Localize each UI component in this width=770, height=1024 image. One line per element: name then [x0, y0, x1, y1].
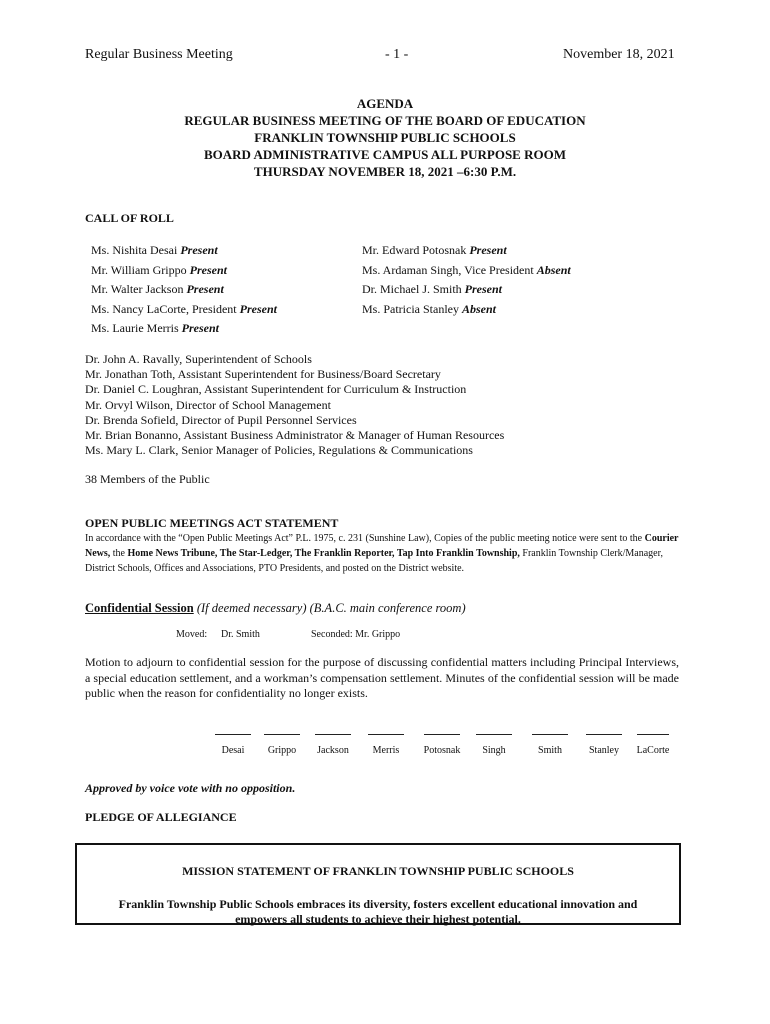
staff-entry: Mr. Jonathan Toth, Assistant Superintendent for Business/Board Secretary: [85, 367, 441, 382]
pledge-heading: PLEDGE OF ALLEGIANCE: [85, 810, 237, 824]
roll-entry: Ms. Ardaman Singh, Vice President Absent: [362, 262, 571, 277]
title-line: REGULAR BUSINESS MEETING OF THE BOARD OF EDUCATION: [184, 113, 586, 128]
vote-column: Singh: [474, 734, 514, 756]
roll-entry: Mr. Walter Jackson Present: [91, 282, 224, 296]
vote-column: LaCorte: [631, 734, 675, 756]
roll-call-left: [91, 241, 277, 339]
mission-statement-box: [75, 843, 681, 925]
public-count: 38 Members of the Public: [85, 472, 210, 486]
mission-title: MISSION STATEMENT OF FRANKLIN TOWNSHIP PUBLIC SCHOOLS: [182, 864, 574, 878]
roll-entry: Mr. Edward Potosnak Present: [362, 243, 507, 257]
vote-column: Smith: [530, 734, 570, 756]
staff-entry: Dr. John A. Ravally, Superintendent of Schools: [85, 352, 312, 366]
mission-body: Franklin Township Public Schools embraces its diversity, fosters excellent educational innovation and empowers all students to achieve their highest potential.: [118, 897, 638, 926]
vote-column: Jackson: [312, 734, 354, 756]
opma-heading: OPEN PUBLIC MEETINGS ACT STATEMENT: [85, 516, 339, 530]
roll-call-right: [362, 241, 571, 319]
vote-column: Grippo: [263, 734, 301, 756]
opma-statement: In accordance with the “Open Public Meetings Act” P.L. 1975, c. 231 (Sunshine Law), Copies of the public meeting notice were sent to the Courier News, the Home News Tribune, The Star-Ledger, The Franklin Reporter, Tap Into Franklin Township, Franklin Township Clerk/Manager, District Schools, Offices and Associations, PTO Presidents, and posted on the District website.: [85, 533, 679, 574]
title-line: THURSDAY NOVEMBER 18, 2021 –6:30 P.M.: [253, 164, 517, 179]
staff-entry: Mr. Orvyl Wilson, Director of School Management: [85, 397, 331, 412]
roll-entry: Dr. Michael J. Smith Present: [362, 282, 503, 296]
moved-label: Moved:: [176, 629, 208, 640]
roll-entry: Mr. William Grippo Present: [91, 262, 227, 277]
vote-column: Stanley: [584, 734, 624, 756]
roll-entry: Ms. Nancy LaCorte, President Present: [91, 301, 277, 316]
vote-column: Potosnak: [417, 734, 467, 756]
header-left: Regular Business Meeting: [85, 47, 233, 62]
page-number: - 1 -: [385, 47, 409, 62]
roll-call-heading: CALL OF ROLL: [85, 211, 174, 225]
staff-entry: Mr. Brian Bonanno, Assistant Business Administrator & Manager of Human Resources: [85, 428, 505, 443]
roll-entry: Ms. Nishita Desai Present: [91, 243, 218, 257]
title-line: FRANKLIN TOWNSHIP PUBLIC SCHOOLS: [254, 130, 516, 145]
header-date: November 18, 2021: [563, 47, 675, 62]
vote-column: Merris: [366, 734, 406, 756]
seconded-by: Seconded: Mr. Grippo: [311, 629, 401, 640]
confidential-heading: Confidential Session (If deemed necessary) (B.A.C. main conference room): [85, 601, 466, 615]
vote-column: Desai: [214, 734, 252, 756]
title-line: AGENDA: [356, 96, 414, 111]
title-line: BOARD ADMINISTRATIVE CAMPUS ALL PURPOSE ROOM: [204, 147, 566, 162]
confidential-motion: Motion to adjourn to confidential session for the purpose of discussing confidential matters including Principal Interviews, a special education settlement, and a workman’s compensation settlement. Minutes of the confidential session will be made public when the reason for confidentiality no longer exists.: [85, 655, 679, 700]
staff-entry: Dr. Brenda Sofield, Director of Pupil Personnel Services: [85, 412, 357, 427]
moved-by: Dr. Smith: [221, 629, 260, 640]
agenda-title: [0, 95, 770, 180]
roll-entry: Ms. Patricia Stanley Absent: [362, 301, 496, 316]
staff-entry: Dr. Daniel C. Loughran, Assistant Superintendent for Curriculum & Instruction: [85, 382, 467, 397]
roll-entry: Ms. Laurie Merris Present: [91, 321, 219, 335]
approval-note: Approved by voice vote with no opposition.: [85, 781, 296, 795]
staff-list: [85, 352, 504, 458]
staff-entry: Ms. Mary L. Clark, Senior Manager of Policies, Regulations & Communications: [85, 443, 473, 458]
